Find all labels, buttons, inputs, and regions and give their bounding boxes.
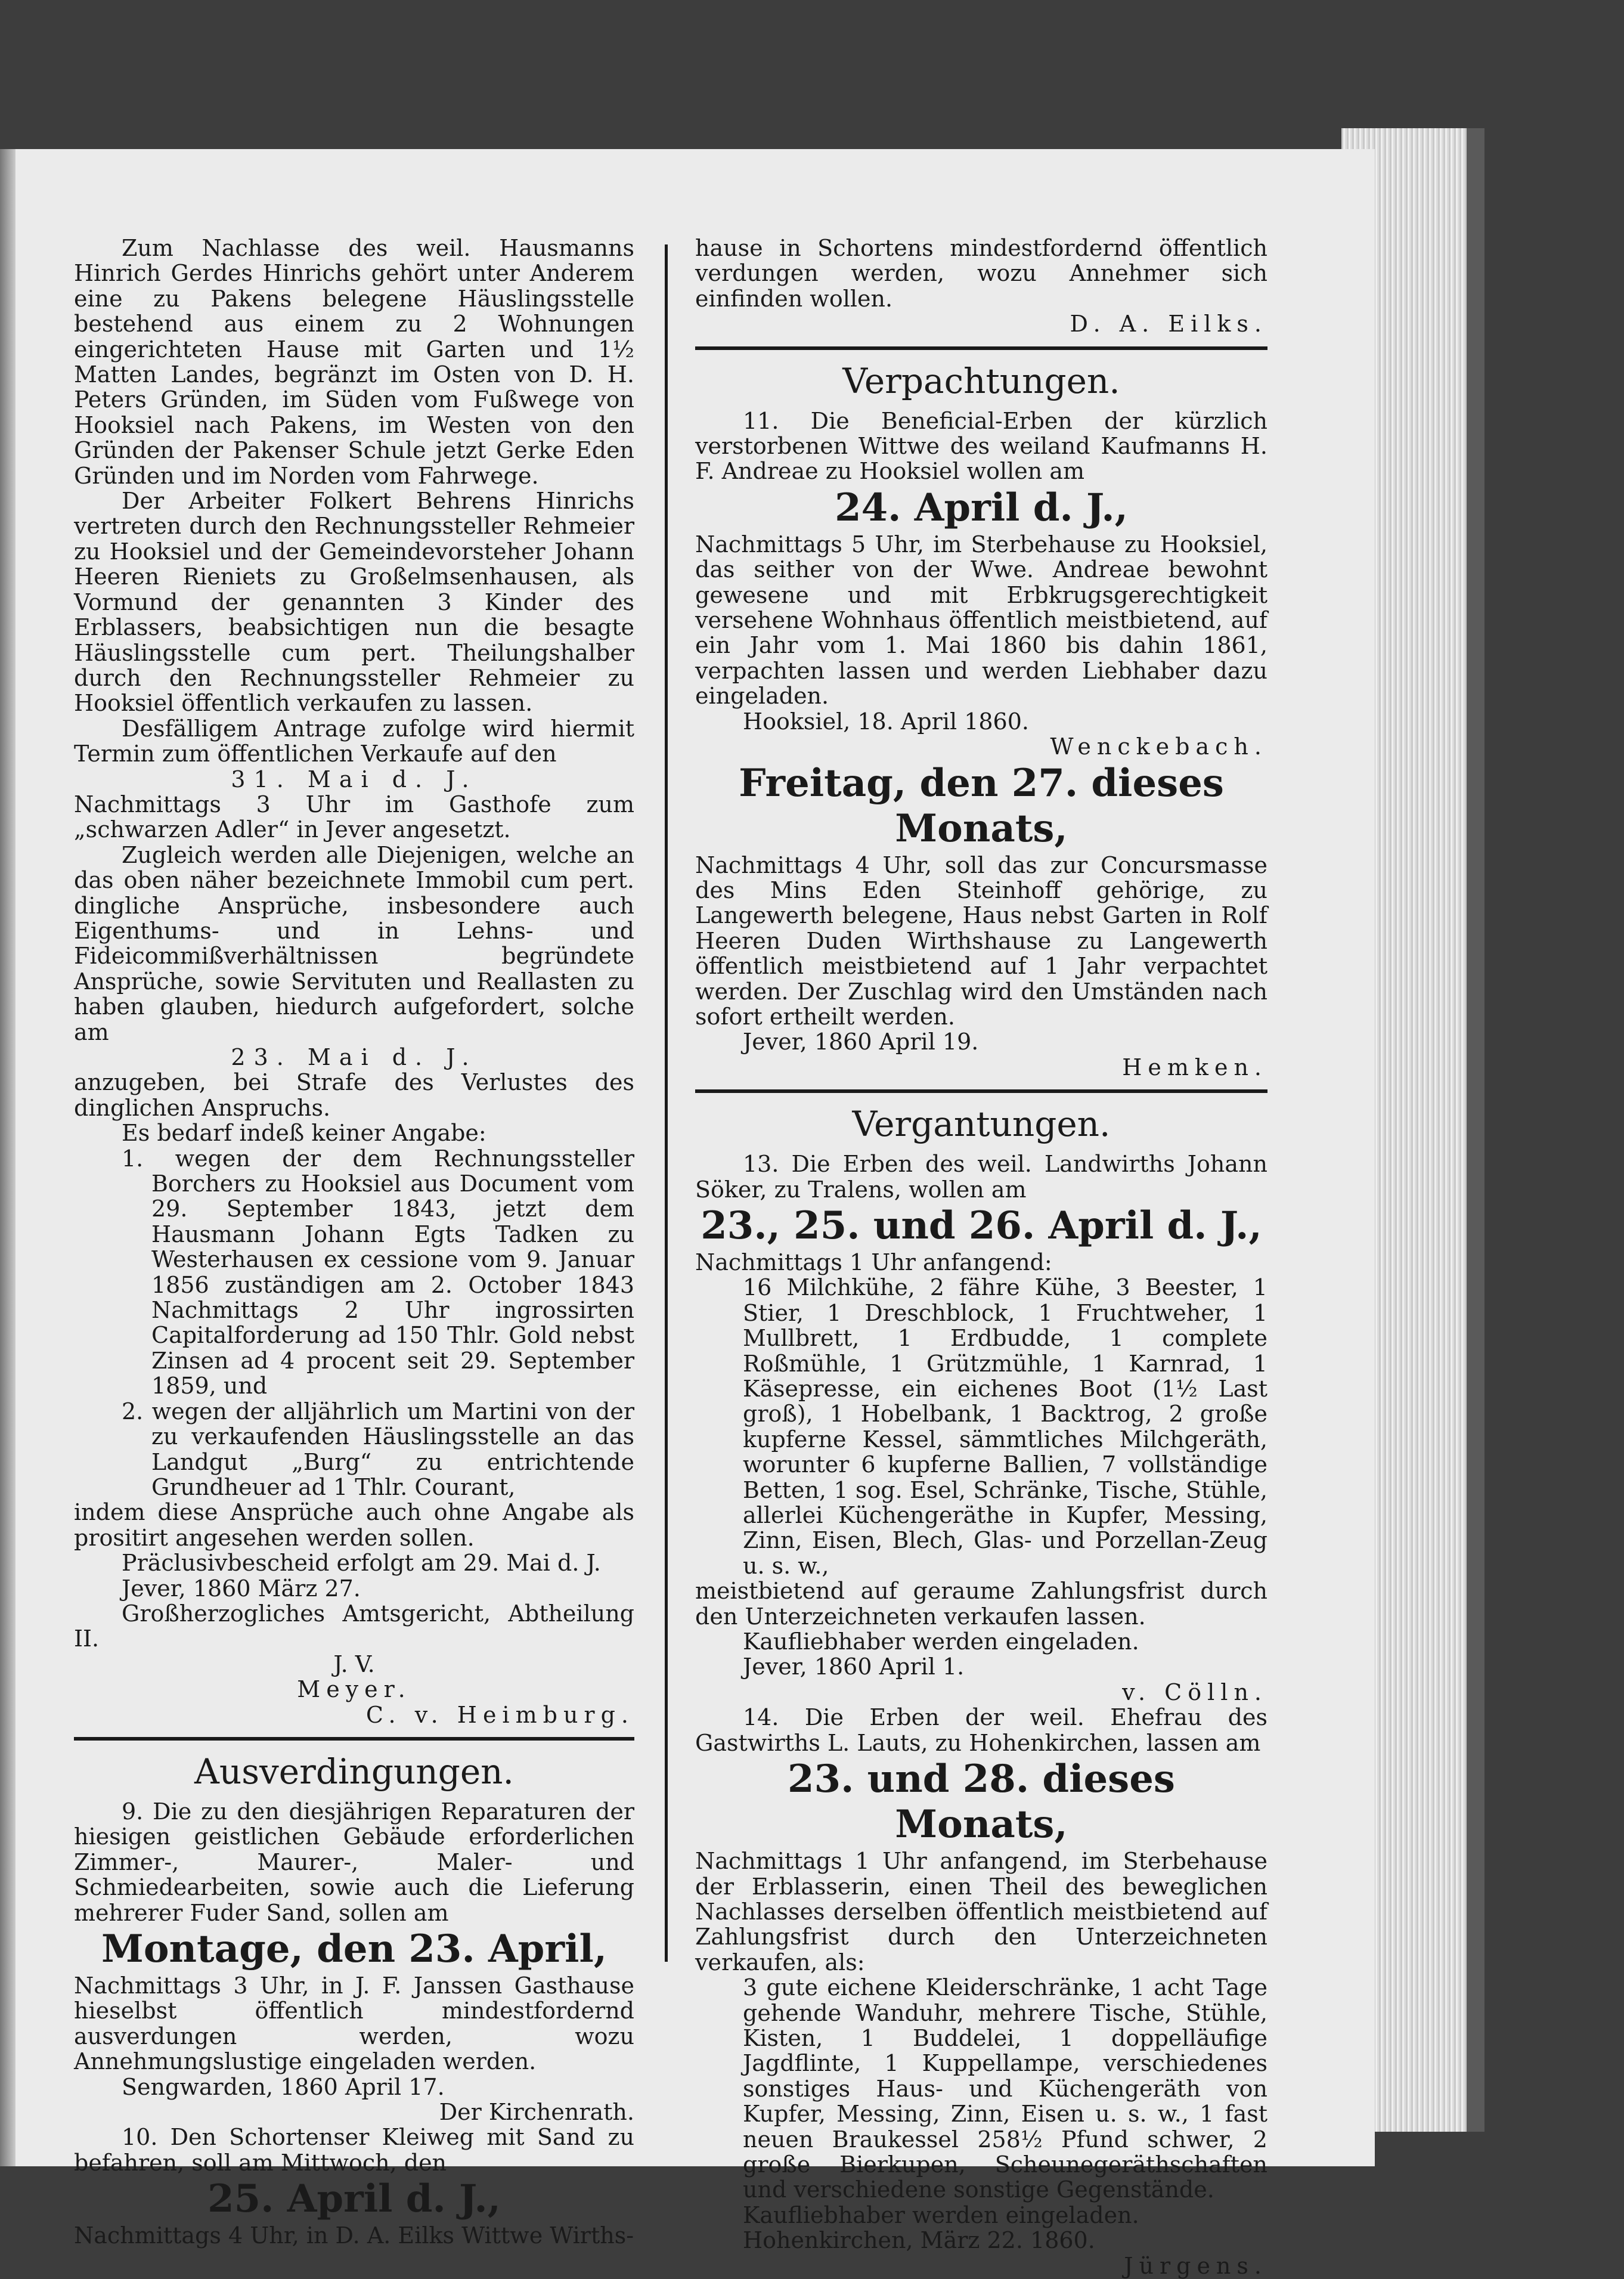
notice-text: Zum Nachlasse des weil. Hausmanns Hinrich Gerdes Hinrichs gehört unter Anderem eine zu Pakens belegene Häuslingsstelle bestehend aus einem zu 2 Wohnungen eingerichteten Hause mit Garten und 1½ Matten Landes, begränzt im Osten von D. H. Peters Gründen, im Süden vom Fußwege von Hooksiel nach Pakens, im Westen von den Gründen der Pakenser Schule jetzt Gerke Eden Gründen und im Norden vom Fahrwege.	[74, 235, 634, 489]
notice-text: Nachmittags 3 Uhr, in J. F. Janssen Gasthause hieselbst öffentlich mindestfordernd ausverdungen werden, wozu Annehmungslustige eingeladen werden.	[74, 1973, 634, 2075]
section-rule	[74, 1737, 634, 1741]
signature: Meyer.	[297, 1676, 411, 1703]
item-list: 3 gute eichene Kleiderschränke, 1 acht Tage gehende Wanduhr, mehrere Tische, Stühle, Kisten, 1 Buddelei, 1 doppelläufige Jagdflinte, 1 Kuppellampe, verschiedenes sonstiges Haus- und Küchengeräth von Kupfer, Messing, Zinn, Eisen u. s. w., 1 fast neuen Braukessel 258½ Pfund schwer, 2 große Bierkupen, Scheunegeräthschaften und verschiedene sonstige Gegenstände.	[743, 1974, 1267, 2203]
notice-text: hause in Schortens mindestfordernd öffentlich verdungen werden, wozu Annehmer sich einfinden wollen.	[695, 235, 1267, 312]
notice-text: 13. Die Erben des weil. Landwirths Johann Söker, zu Tralens, wollen am	[695, 1151, 1267, 1203]
notice-text: 14. Die Erben der weil. Ehefrau des Gastwirths L. Lauts, zu Hohenkirchen, lassen am	[695, 1704, 1267, 1756]
signature: Jürgens.	[1124, 2252, 1267, 2279]
notice-text: 11. Die Beneficial-Erben der kürzlich verstorbenen Wittwe des weiland Kaufmanns H. F. Andreae zu Hooksiel wollen am	[695, 407, 1267, 485]
signature: D. A. Eilks.	[1070, 311, 1267, 337]
notice-text: 10. Den Schortenser Kleiweg mit Sand zu befahren, soll am Mittwoch, den	[74, 2124, 634, 2176]
notice-place-date: Hooksiel, 18. April 1860.	[743, 708, 1029, 735]
notice-text: Nachmittags 1 Uhr anfangend:	[695, 1249, 1052, 1275]
notice-big-date: 23., 25. und 26. April d. J.,	[701, 1203, 1262, 1248]
notice-place-date: Jever, 1860 April 19.	[743, 1029, 979, 1055]
notice-text: meistbietend auf geraume Zahlungsfrist durch den Unterzeichneten verkaufen lassen.	[695, 1578, 1267, 1630]
notice-text: Nachmittags 4 Uhr, in D. A. Eilks Wittwe Wirths-	[74, 2222, 634, 2249]
notice-big-date: Montage, den 23. April,	[101, 1927, 608, 1971]
notice-big-date: 24. April d. J.,	[835, 485, 1128, 530]
notice-text: Es bedarf indeß keiner Angabe:	[122, 1120, 486, 1147]
section-rule	[695, 346, 1267, 350]
notice-authority: Großherzogliches Amtsgericht, Abtheilung II.	[74, 1600, 634, 1652]
notice-date: 31. Mai d. J.	[231, 766, 478, 792]
notice-big-date: Freitag, den 27. dieses Monats,	[739, 760, 1224, 851]
signature: Hemken.	[1122, 1054, 1267, 1080]
notice-text: Nachmittags 4 Uhr, soll das zur Concursmasse des Mins Eden Steinhoff gehörige, zu Langewerth belegene, Haus nebst Garten in Rolf Heeren Duden Wirthshause zu Langewerth öffentlich meistbietend auf 1 Jahr verpachtet werden. Der Zuschlag wird den Umständen nach sofort ertheilt werden.	[695, 851, 1267, 1030]
notice-text: Zugleich werden alle Diejenigen, welche an das oben näher bezeichnete Immobil cum pert. dingliche Ansprüche, insbesondere auch Eigenthums- und in Lehns- und Fideicommißverhältnissen begründete Ansprüche, sowie Servituten und Reallasten zu haben glauben, hiedurch aufgefordert, solche am	[74, 841, 634, 1045]
section-heading: Verpachtungen.	[842, 360, 1120, 401]
list-item: 2. wegen der alljährlich um Martini von der zu verkaufenden Häuslingsstelle an das Landgut „Burg“ zu entrichtende Grundheuer ad 1 Thlr. Courant,	[122, 1398, 634, 1500]
signature: v. Cölln.	[1122, 1679, 1267, 1705]
notice-date: 23. Mai d. J.	[231, 1044, 478, 1070]
notice-text: Präclusivbescheid erfolgt am 29. Mai d. J.	[122, 1550, 601, 1577]
list-item: 1. wegen der dem Rechnungssteller Borchers zu Hooksiel aus Document vom 29. September 1843, jetzt dem Hausmann Johann Egts Tadken zu Westerhausen ex cessione vom 9. Januar 1856 zuständigen am 2. October 1843 Nachmittags 2 Uhr ingrossirten Capitalforderung ad 150 Thlr. Gold nebst Zinsen ad 4 procent seit 29. September 1859, und	[122, 1145, 634, 1399]
signature: Wenckebach.	[1050, 733, 1267, 760]
notice-big-date: 25. April d. J.,	[207, 2176, 501, 2222]
notice-place-date: Jever, 1860 April 1.	[743, 1653, 965, 1680]
signature: Der Kirchenrath.	[439, 2099, 634, 2126]
section-rule	[695, 1089, 1267, 1093]
notice-text: J. V.	[333, 1651, 375, 1677]
section-heading: Vergantungen.	[852, 1104, 1111, 1145]
notice-text: Kaufliebhaber werden eingeladen.	[743, 2201, 1139, 2228]
section-heading: Ausverdingungen.	[194, 1751, 514, 1792]
notice-text: Nachmittags 3 Uhr im Gasthofe zum „schwarzen Adler“ in Jever angesetzt.	[74, 791, 634, 843]
notice-place-date: Sengwarden, 1860 April 17.	[122, 2073, 445, 2100]
notice-text: Kaufliebhaber werden eingeladen.	[743, 1628, 1139, 1655]
item-list: 16 Milchkühe, 2 fähre Kühe, 3 Beester, 1 Stier, 1 Dreschblock, 1 Fruchtweher, 1 Mullbrett, 1 Erdbudde, 1 complete Roßmühle, 1 Grützmühle, 1 Karnrad, 1 Käsepresse, ein eichenes Boot (1½ Last groß), 1 Hobelbank, 1 Backtrog, 2 große kupferne Kessel, sämmtliches Milchgeräth, worunter 6 kupferne Ballien, 7 vollständige Betten, 1 sog. Esel, Schränke, Tische, Stühle, allerlei Küchengeräthe in Kupfer, Messing, Zinn, Eisen, Blech, Glas- und Porzellan-Zeug u. s. w.,	[743, 1274, 1267, 1579]
book-cover-edge	[1467, 128, 1484, 2132]
notice-text: 9. Die zu den diesjährigen Reparaturen der hiesigen geistlichen Gebäude erforderlichen Zimmer-, Maurer-, Maler- und Schmiedearbeiten, sowie auch die Lieferung mehrerer Fuder Sand, sollen am	[74, 1798, 634, 1926]
right-column	[695, 236, 1267, 2278]
notice-text: Nachmittags 5 Uhr, im Sterbehause zu Hooksiel, das seither von der Wwe. Andreae bewohnt gewesene und mit Erbkrugsgerechtigkeit versehene Wohnhaus öffentlich meistbietend, auf ein Jahr vom 1. Mai 1860 bis dahin 1861, verpachten lassen und werden Liebhaber dazu eingeladen.	[695, 531, 1267, 710]
notice-text: anzugeben, bei Strafe des Verlustes des dinglichen Anspruchs.	[74, 1069, 634, 1121]
column-divider	[665, 244, 668, 1962]
left-column	[74, 236, 634, 2249]
notice-text: Der Arbeiter Folkert Behrens Hinrichs vertreten durch den Rechnungssteller Rehmeier zu Hooksiel und der Gemeindevorsteher Johann Heeren Rieniets zu Großelmsenhausen, als Vormund der genannten 3 Kinder des Erblassers, beabsichtigen nun die besagte Häuslingsstelle cum pert. Theilungshalber durch den Rechnungssteller Rehmeier zu Hooksiel öffentlich verkaufen zu lassen.	[74, 488, 634, 717]
notice-big-date: 23. und 28. dieses Monats,	[788, 1757, 1175, 1847]
notice-place-date: Hohenkirchen, März 22. 1860.	[743, 2227, 1095, 2254]
notice-text: Nachmittags 1 Uhr anfangend, im Sterbehause der Erblasserin, einen Theil des beweglichen Nachlasses derselben öffentlich meistbietend auf Zahlungsfrist durch den Unterzeichneten verkaufen, als:	[695, 1848, 1267, 1975]
notice-text: indem diese Ansprüche auch ohne Angabe als prositirt angesehen werden sollen.	[74, 1499, 634, 1551]
notice-text: Desfälligem Antrage zufolge wird hiermit Termin zum öffentlichen Verkaufe auf den	[74, 715, 634, 767]
signature: C. v. Heimburg.	[365, 1701, 634, 1728]
notice-place-date: Jever, 1860 März 27.	[122, 1575, 361, 1602]
